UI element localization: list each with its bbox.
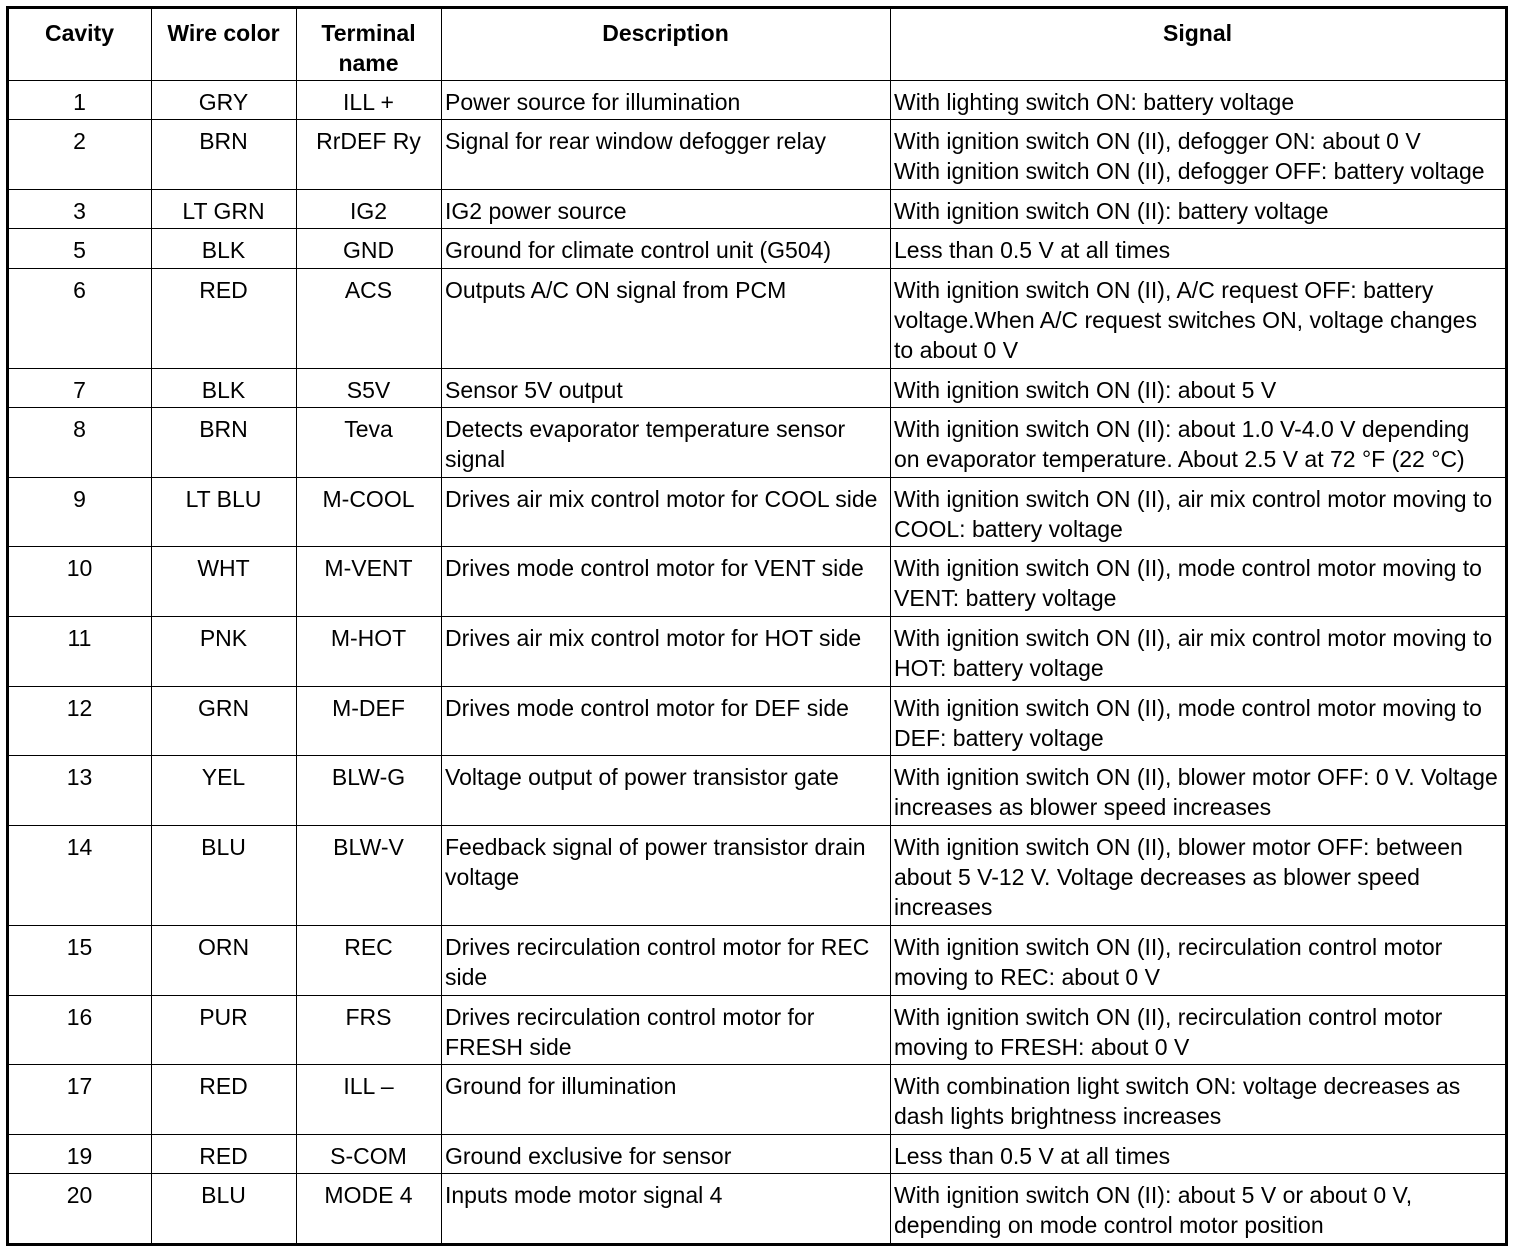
signal-cell: With lighting switch ON: battery voltage: [891, 81, 1507, 120]
description-cell: Drives mode control motor for DEF side: [442, 686, 891, 756]
terminal-name-cell: Teva: [297, 408, 442, 478]
cavity-cell: 9: [8, 477, 152, 547]
wire-color-cell: BLK: [152, 368, 297, 407]
signal-cell: With ignition switch ON (II), air mix control motor moving to COOL: battery voltage: [891, 477, 1507, 547]
signal-cell: With combination light switch ON: voltage decreases as dash lights brightness increases: [891, 1065, 1507, 1135]
wire-color-cell: BLU: [152, 825, 297, 925]
wire-color-cell: PUR: [152, 995, 297, 1065]
signal-cell: With ignition switch ON (II): about 5 V or about 0 V, depending on mode control motor position: [891, 1174, 1507, 1245]
header-row: [8, 8, 1507, 81]
cavity-cell: 6: [8, 268, 152, 368]
wire-color-cell: BLK: [152, 229, 297, 268]
terminal-name-cell: ILL –: [297, 1065, 442, 1135]
terminal-name-cell: M-HOT: [297, 617, 442, 687]
wire-color-cell: BLU: [152, 1174, 297, 1245]
description-cell: Ground for climate control unit (G504): [442, 229, 891, 268]
cavity-cell: 17: [8, 1065, 152, 1135]
cavity-cell: 2: [8, 120, 152, 190]
table-row: [8, 1065, 1507, 1135]
header-terminal-name: Terminal name: [297, 8, 442, 81]
cavity-cell: 14: [8, 825, 152, 925]
signal-cell: With ignition switch ON (II), air mix control motor moving to HOT: battery voltage: [891, 617, 1507, 687]
cavity-cell: 20: [8, 1174, 152, 1245]
cavity-cell: 10: [8, 547, 152, 617]
wire-color-cell: ORN: [152, 925, 297, 995]
table-row: [8, 368, 1507, 407]
description-cell: Ground for illumination: [442, 1065, 891, 1135]
terminal-name-cell: M-COOL: [297, 477, 442, 547]
terminal-name-cell: BLW-G: [297, 756, 442, 826]
table-row: [8, 1134, 1507, 1173]
signal-cell: Less than 0.5 V at all times: [891, 229, 1507, 268]
description-cell: Voltage output of power transistor gate: [442, 756, 891, 826]
wire-color-cell: BRN: [152, 408, 297, 478]
cavity-cell: 3: [8, 190, 152, 229]
terminal-name-cell: M-VENT: [297, 547, 442, 617]
wire-color-cell: BRN: [152, 120, 297, 190]
signal-cell: With ignition switch ON (II), recirculation control motor moving to REC: about 0 V: [891, 925, 1507, 995]
table-row: [8, 120, 1507, 190]
description-cell: Outputs A/C ON signal from PCM: [442, 268, 891, 368]
terminal-name-cell: GND: [297, 229, 442, 268]
wire-color-cell: WHT: [152, 547, 297, 617]
terminal-name-cell: S5V: [297, 368, 442, 407]
terminal-name-cell: FRS: [297, 995, 442, 1065]
table-row: [8, 756, 1507, 826]
terminal-name-cell: M-DEF: [297, 686, 442, 756]
table-row: [8, 825, 1507, 925]
signal-cell: With ignition switch ON (II): about 5 V: [891, 368, 1507, 407]
cavity-cell: 1: [8, 81, 152, 120]
wire-color-cell: PNK: [152, 617, 297, 687]
cavity-cell: 19: [8, 1134, 152, 1173]
table-row: [8, 408, 1507, 478]
header-wire-color: Wire color: [152, 8, 297, 81]
terminal-name-cell: ILL +: [297, 81, 442, 120]
description-cell: Ground exclusive for sensor: [442, 1134, 891, 1173]
terminal-name-cell: ACS: [297, 268, 442, 368]
signal-cell: Less than 0.5 V at all times: [891, 1134, 1507, 1173]
description-cell: Drives recirculation control motor for REC side: [442, 925, 891, 995]
wire-color-cell: YEL: [152, 756, 297, 826]
cavity-cell: 5: [8, 229, 152, 268]
terminal-name-cell: RrDEF Ry: [297, 120, 442, 190]
description-cell: Signal for rear window defogger relay: [442, 120, 891, 190]
table-row: [8, 617, 1507, 687]
header-description: Description: [442, 8, 891, 81]
table-row: [8, 268, 1507, 368]
wire-color-cell: GRN: [152, 686, 297, 756]
connector-terminal-table: [6, 6, 1508, 1246]
description-cell: Drives air mix control motor for COOL side: [442, 477, 891, 547]
description-cell: Inputs mode motor signal 4: [442, 1174, 891, 1245]
wire-color-cell: LT GRN: [152, 190, 297, 229]
signal-cell: With ignition switch ON (II), blower motor OFF: between about 5 V-12 V. Voltage decreases as blower speed increases: [891, 825, 1507, 925]
signal-cell: With ignition switch ON (II): battery voltage: [891, 190, 1507, 229]
signal-cell: With ignition switch ON (II), mode control motor moving to VENT: battery voltage: [891, 547, 1507, 617]
signal-cell: With ignition switch ON (II), A/C request OFF: battery voltage.When A/C request switches ON, voltage changes to about 0 V: [891, 268, 1507, 368]
description-cell: IG2 power source: [442, 190, 891, 229]
signal-cell: With ignition switch ON (II), blower motor OFF: 0 V. Voltage increases as blower speed increases: [891, 756, 1507, 826]
wire-color-cell: GRY: [152, 81, 297, 120]
cavity-cell: 7: [8, 368, 152, 407]
cavity-cell: 16: [8, 995, 152, 1065]
wire-color-cell: RED: [152, 268, 297, 368]
table-row: [8, 477, 1507, 547]
table-row: [8, 547, 1507, 617]
table-row: [8, 686, 1507, 756]
terminal-name-cell: S-COM: [297, 1134, 442, 1173]
header-signal: Signal: [891, 8, 1507, 81]
signal-cell: With ignition switch ON (II), recirculation control motor moving to FRESH: about 0 V: [891, 995, 1507, 1065]
description-cell: Sensor 5V output: [442, 368, 891, 407]
wire-color-cell: RED: [152, 1134, 297, 1173]
wire-color-cell: RED: [152, 1065, 297, 1135]
table-row: [8, 925, 1507, 995]
cavity-cell: 13: [8, 756, 152, 826]
description-cell: Power source for illumination: [442, 81, 891, 120]
description-cell: Feedback signal of power transistor drain voltage: [442, 825, 891, 925]
table-row: [8, 1174, 1507, 1245]
table-row: [8, 81, 1507, 120]
cavity-cell: 15: [8, 925, 152, 995]
terminal-name-cell: REC: [297, 925, 442, 995]
terminal-name-cell: MODE 4: [297, 1174, 442, 1245]
description-cell: Drives recirculation control motor for FRESH side: [442, 995, 891, 1065]
description-cell: Drives air mix control motor for HOT side: [442, 617, 891, 687]
signal-cell: With ignition switch ON (II): about 1.0 V-4.0 V depending on evaporator temperature. About 2.5 V at 72 °F (22 °C): [891, 408, 1507, 478]
table-row: [8, 229, 1507, 268]
cavity-cell: 12: [8, 686, 152, 756]
table-row: [8, 190, 1507, 229]
header-cavity: Cavity: [8, 8, 152, 81]
description-cell: Detects evaporator temperature sensor signal: [442, 408, 891, 478]
cavity-cell: 8: [8, 408, 152, 478]
signal-cell: With ignition switch ON (II), mode control motor moving to DEF: battery voltage: [891, 686, 1507, 756]
terminal-name-cell: BLW-V: [297, 825, 442, 925]
signal-cell: With ignition switch ON (II), defogger ON: about 0 V With ignition switch ON (II), defogger OFF: battery voltage: [891, 120, 1507, 190]
cavity-cell: 11: [8, 617, 152, 687]
wire-color-cell: LT BLU: [152, 477, 297, 547]
table-row: [8, 995, 1507, 1065]
terminal-name-cell: IG2: [297, 190, 442, 229]
description-cell: Drives mode control motor for VENT side: [442, 547, 891, 617]
